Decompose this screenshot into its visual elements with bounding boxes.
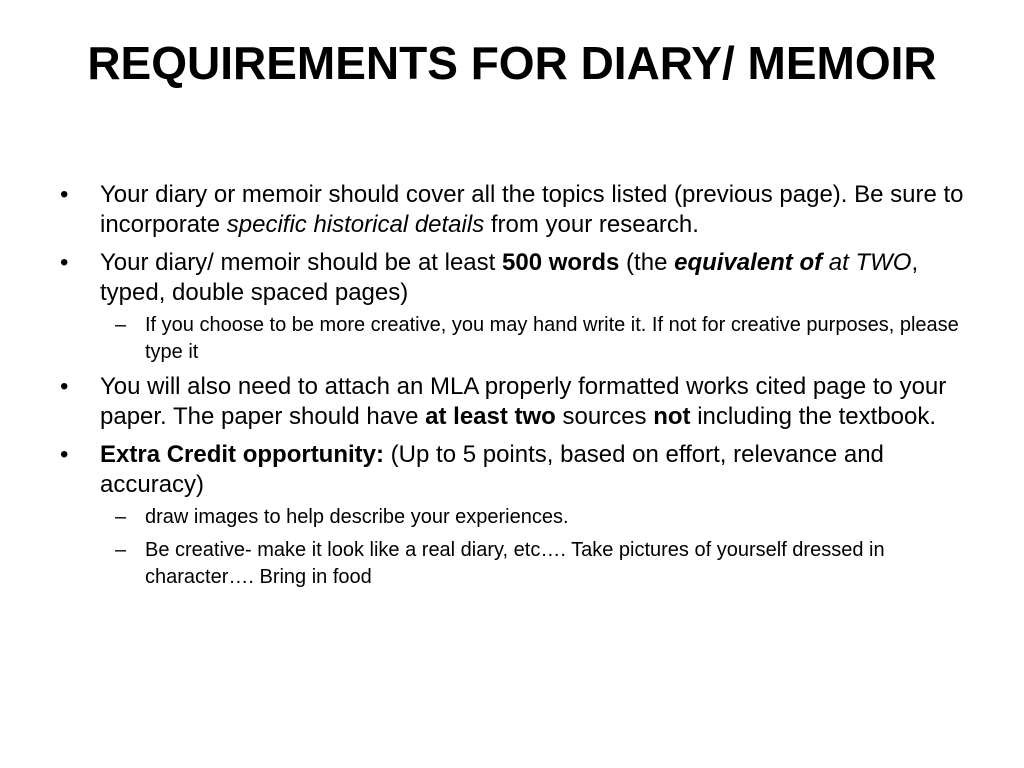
- slide-title: REQUIREMENTS FOR DIARY/ MEMOIR: [87, 37, 937, 89]
- text: If you choose to be more creative, you may hand write it. If not for creative purposes, please type it: [145, 314, 959, 363]
- bold-text: at least two: [425, 403, 556, 430]
- bullet-glyph: •: [60, 249, 69, 276]
- text: [822, 249, 829, 276]
- text: , typed, double spaced pages): [100, 249, 919, 306]
- sub-item-be-creative: [60, 537, 970, 591]
- bullet-glyph: •: [60, 181, 69, 208]
- text: (Up to 5 points, based on effort, relevance and accuracy): [100, 441, 884, 498]
- text: including the textbook.: [690, 403, 937, 430]
- bold-text: Extra Credit opportunity:: [100, 441, 385, 468]
- text: (the: [619, 249, 675, 276]
- dash-glyph: –: [115, 539, 127, 561]
- bullet-glyph: •: [60, 373, 69, 400]
- sub-item-hand-write: [60, 312, 970, 366]
- bullet-item-works-cited: [60, 372, 970, 432]
- bullet-glyph: •: [60, 441, 69, 468]
- text: draw images to help describe your experiences.: [145, 506, 569, 528]
- italic-text: specific historical details: [226, 211, 485, 238]
- bullet-item-extra-credit: [60, 440, 970, 500]
- text: Your diary or memoir should cover all the topics listed (previous page). Be sure to incorporate: [100, 181, 964, 238]
- bullet-item-word-count: [60, 248, 970, 308]
- text: from your research.: [484, 211, 699, 238]
- bullet-item-topics: [60, 180, 970, 240]
- text: Your diary/ memoir should be at least: [100, 249, 502, 276]
- dash-glyph: –: [115, 506, 127, 528]
- text: You will also need to attach an MLA properly formatted works cited page to your paper. The paper should have: [100, 373, 947, 430]
- bold-italic-text: equivalent of: [674, 249, 823, 276]
- sub-item-draw-images: [60, 504, 970, 531]
- bold-text: not: [653, 403, 691, 430]
- slide-body: [60, 180, 970, 597]
- text: sources: [555, 403, 654, 430]
- text: Be creative- make it look like a real diary, etc…. Take pictures of yourself dressed in character…. Bring in food: [145, 539, 885, 588]
- bold-text: 500 words: [502, 249, 620, 276]
- italic-text: at TWO: [828, 249, 912, 276]
- dash-glyph: –: [115, 314, 127, 336]
